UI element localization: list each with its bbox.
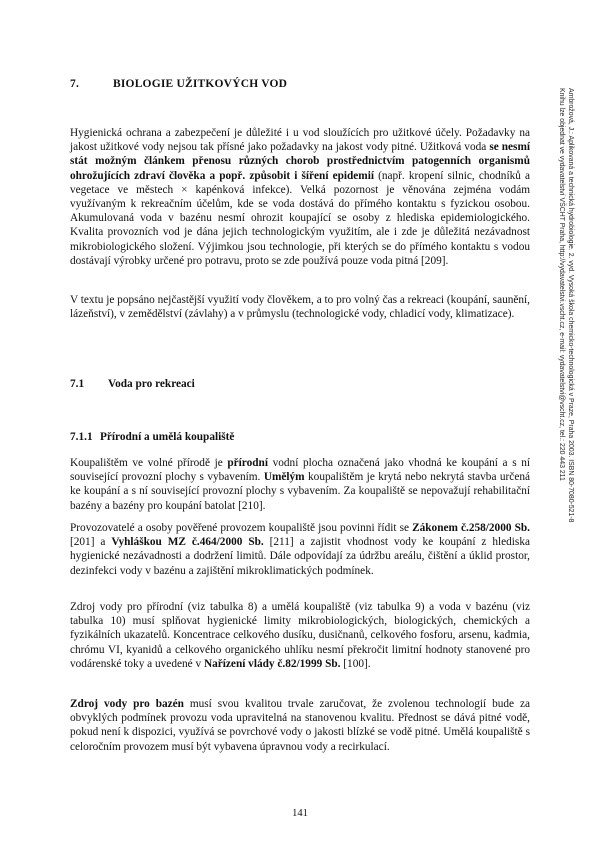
citation-line: Ambrožová, J.: Aplikovaná a technická hydrobiologie. 2. vyd. Vysoká škola chemicko-technologická v Praze, Praha 2003. ISBN 80-7080-521-8 [567,88,574,523]
text-run: musí svou kvalitou trvale zaručovat, že zvolenou technologií bude za obvyklých podmínek provozu voda upravitelná na stanovenou kvalitu. Přednost se dává pitné vodě, pokud není k dispozici, využívá se povrchové vody o jakosti blízké se vodě pitné. Umělá koupaliště s celoročním provozem musí být vybavena úpravnou vody a recirkulací. [70,698,530,753]
text-run: [100]. [340,657,371,670]
text-run: Hygienická ochrana a zabezpečení je důležité i u vod sloužících pro užitkové účely. Požadavky na jakost užitkové vody nejsou tak přísné jako požadavky na jakost vody pitné. Užitková voda [70,127,530,154]
bold-text-run: Nařízení vlády č.82/1999 Sb. [203,657,341,670]
citation-line: Knihu lze objednat ve vydavatelství VŠCHT Praha, http://vydavatelstvi.vscht.cz, e-mail: vydavatelstvi@vscht.cz, tel.: 220 443 211 [558,88,566,481]
section-heading-7-1 [70,378,530,390]
chapter-title: BIOLOGIE UŽITKOVÝCH VOD [113,78,288,90]
section-heading-7-1-1 [70,431,530,443]
section-number: 7.1.1 [70,431,93,443]
text-run: vodní plocha označená jako vhodná ke koupání a s ní související provozní plochy s vybavením. [70,457,530,484]
section-paragraph-1 [70,456,530,513]
intro-paragraph-1 [70,126,530,268]
page-number: 141 [292,808,308,819]
vertical-citation-note [557,88,574,608]
text-run: (např. kropení silnic, chodníků a vegetace ve městech × kapénková infekce). Velká pozornost je věnována zejména vodám využívaným k rekreačním účelům, kde se voda dostává do přímého kontaktu s fyzickou osobou. Akumulovaná voda v bazénu nesmí ohrozit koupající se osoby z hlediska epidemiologického. Kvalita provozních vod je dána jejich technologickým využitím, ale i zde je důležitá nezávadnost mikrobiologického složení. Výjimkou jsou technologie, při kterých se do přímého kontaktu s vodou dostávají výrobky určené pro potravu, proto se zde používá pouze voda pitná [209]. [70,169,530,267]
bold-text-run: se nesmí stát možným článkem přenosu různých chorob prostřednictvím patogenních organismů ohrožujících zdraví člověka a popř. způsobit i šíření epidemií [70,141,531,182]
text-run: Zdroj vody pro přírodní (viz tabulka 8) a umělá koupaliště (viz tabulka 9) a voda v bazénu (viz tabulka 10) musí splňovat hygienické limity mikrobiologických, biologických, chemických a fyzikálních ukazatelů. Koncentrace celkového dusíku, dusičnanů, celkového fosforu, arsenu, kadmia, chrómu VI, kyanidů a celkového organického uhlíku nesmí překročit limitní hodnoty stanovené pro vodárenské toky a uvedené v [70,601,530,670]
chapter-heading [70,78,530,90]
section-title: Přírodní a umělá koupaliště [100,431,235,443]
text-run: [201] a [70,536,112,549]
bold-text-run: Vyhláškou MZ č.464/2000 Sb. [111,536,264,549]
section-paragraph-3 [70,600,530,671]
text-run: koupalištěm je krytá nebo nekrytá stavba určená ke koupání a s ní související provozní plochy s vybavením. Za koupaliště se nepovažují rehabilitační bazény a bazény pro koupání batolat [210]. [70,471,531,512]
section-paragraph-2 [70,521,530,578]
section-title: Voda pro rekreaci [108,378,195,390]
intro-paragraph-2: V textu je popsáno nejčastější využití vody člověkem, a to pro volný čas a rekreaci (koupání, saunění, lázeňství), v zemědělství (závlahy) a v průmyslu (technologické vody, chladicí vody, klimatizace). [70,294,531,321]
bold-text-run: Zdroj vody pro bazén [70,698,184,710]
section-number: 7.1 [70,378,85,390]
bold-text-run: Zákonem č.258/2000 Sb. [412,522,530,534]
chapter-number: 7. [70,78,80,90]
text-run: Koupalištěm ve volné přírodě je [70,457,228,469]
bold-text-run: Umělým [263,471,305,484]
section-paragraph-4 [70,697,530,754]
text-run: Provozovatelé a osoby pověřené provozem koupaliště jsou povinni řídit se [70,522,413,534]
text-run: [211] a zajistit vhodnost vody ke koupání z hlediska hygienické nezávadnosti a dodržení limitů. Dále odpovídají za údržbu areálu, čištění a úklid prostor, dezinfekci vody v bazénu a zajištění mikroklimatických podmínek. [70,536,530,577]
bold-text-run: přírodní [227,457,268,469]
